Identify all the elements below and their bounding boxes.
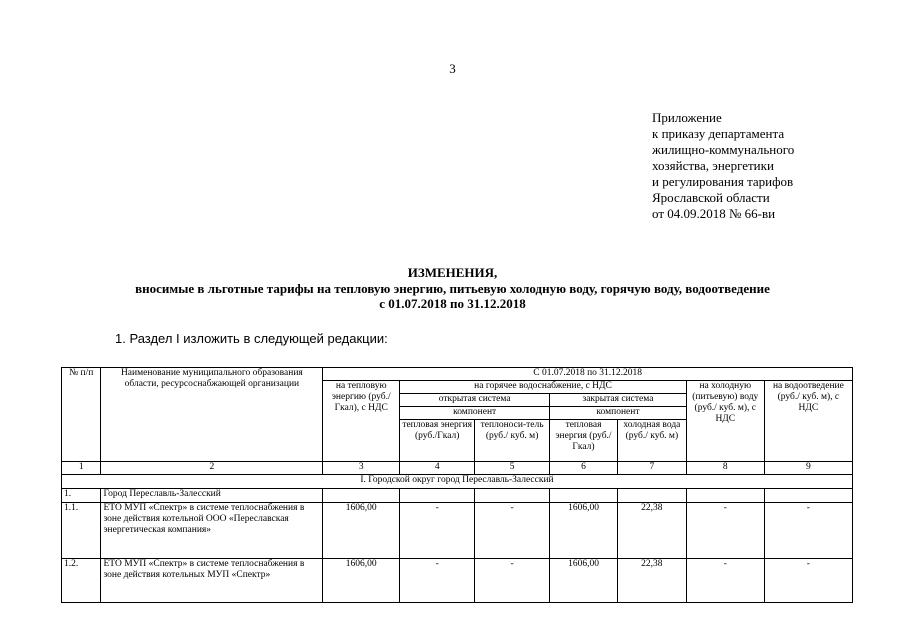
- header-heat-energy-closed: тепловая энергия (руб./Гкал): [550, 420, 618, 462]
- cell-value: -: [764, 559, 852, 603]
- column-number: 6: [550, 462, 618, 475]
- appendix-line: Ярославской области: [652, 190, 770, 205]
- table-row: [62, 559, 853, 603]
- cell-value: 22,38: [617, 503, 686, 559]
- cell-value: 1606,00: [323, 559, 400, 603]
- column-number: 7: [617, 462, 686, 475]
- appendix-line: и регулирования тарифов: [652, 174, 794, 189]
- column-number: 2: [101, 462, 323, 475]
- appendix-block: [652, 110, 794, 222]
- cell-value: -: [400, 503, 475, 559]
- header-cold-water: на холодную (питьевую) воду (руб./ куб. м), с НДС: [686, 381, 764, 462]
- column-number: 5: [475, 462, 550, 475]
- cell-value: 1606,00: [550, 503, 618, 559]
- cell-value: -: [475, 559, 550, 603]
- cell-value: 22,38: [617, 559, 686, 603]
- header-name: Наименование муниципального образования области, ресурсоснабжающей организации: [101, 368, 323, 462]
- row-name: ЕТО МУП «Спектр» в системе теплоснабжения в зоне действия котельных МУП «Спектр»: [101, 559, 323, 603]
- header-no: № п/п: [62, 368, 101, 462]
- header-cold-water-component: холодная вода (руб./ куб. м): [617, 420, 686, 462]
- title-line-2: вносимые в льготные тарифы на тепловую энергию, питьевую холодную воду, горячую воду, водоотведение: [135, 280, 770, 296]
- table-row: [62, 489, 853, 503]
- row-number: 1.2.: [62, 559, 101, 603]
- title-line-1: ИЗМЕНЕНИЯ,: [407, 265, 498, 280]
- appendix-line: от 04.09.2018 № 66-ви: [652, 206, 776, 221]
- appendix-line: хозяйства, энергетики: [652, 158, 774, 173]
- column-number: 8: [686, 462, 764, 475]
- row-name: ЕТО МУП «Спектр» в системе теплоснабжения в зоне действия котельной ООО «Переславская энергетическая компания»: [101, 503, 323, 559]
- column-number: 4: [400, 462, 475, 475]
- row-number: 1.1.: [62, 503, 101, 559]
- appendix-line: Приложение: [652, 110, 722, 125]
- header-heat-carrier: теплоноси-тель (руб./ куб. м): [475, 420, 550, 462]
- appendix-line: жилищно-коммунального: [652, 142, 795, 157]
- header-open-system: открытая система: [400, 394, 550, 407]
- header-hot-water: на горячее водоснабжение, с НДС: [400, 381, 687, 394]
- header-period: С 01.07.2018 по 31.12.2018: [323, 368, 853, 381]
- section-instruction: 1. Раздел I изложить в следующей редакции:: [115, 331, 388, 346]
- column-number: 1: [62, 462, 101, 475]
- cell-value: 1606,00: [550, 559, 618, 603]
- appendix-line: к приказу департамента: [652, 126, 785, 141]
- cell-value: -: [686, 559, 764, 603]
- column-number: 3: [323, 462, 400, 475]
- page-number: 3: [449, 61, 456, 76]
- cell-value: 1606,00: [323, 503, 400, 559]
- header-heat-energy: на тепловую энергию (руб./Гкал), с НДС: [323, 381, 400, 462]
- header-heat-energy-open: тепловая энергия (руб./Гкал): [400, 420, 475, 462]
- header-drainage: на водоотведение (руб./ куб. м), с НДС: [764, 381, 852, 462]
- table-row: [62, 503, 853, 559]
- header-component: компонент: [400, 407, 550, 420]
- tariff-table: [61, 367, 853, 603]
- title-line-3: с 01.07.2018 по 31.12.2018: [379, 296, 526, 311]
- header-closed-system: закрытая система: [550, 394, 687, 407]
- row-number: 1.: [62, 489, 101, 503]
- group-title: I. Городской округ город Переславль-Залесский: [62, 475, 853, 489]
- row-name: Город Переславль-Залесский: [101, 489, 323, 503]
- cell-value: -: [686, 503, 764, 559]
- cell-value: -: [764, 503, 852, 559]
- header-component: компонент: [550, 407, 687, 420]
- document-title: [0, 265, 905, 312]
- cell-value: -: [400, 559, 475, 603]
- cell-value: -: [475, 503, 550, 559]
- column-number: 9: [764, 462, 852, 475]
